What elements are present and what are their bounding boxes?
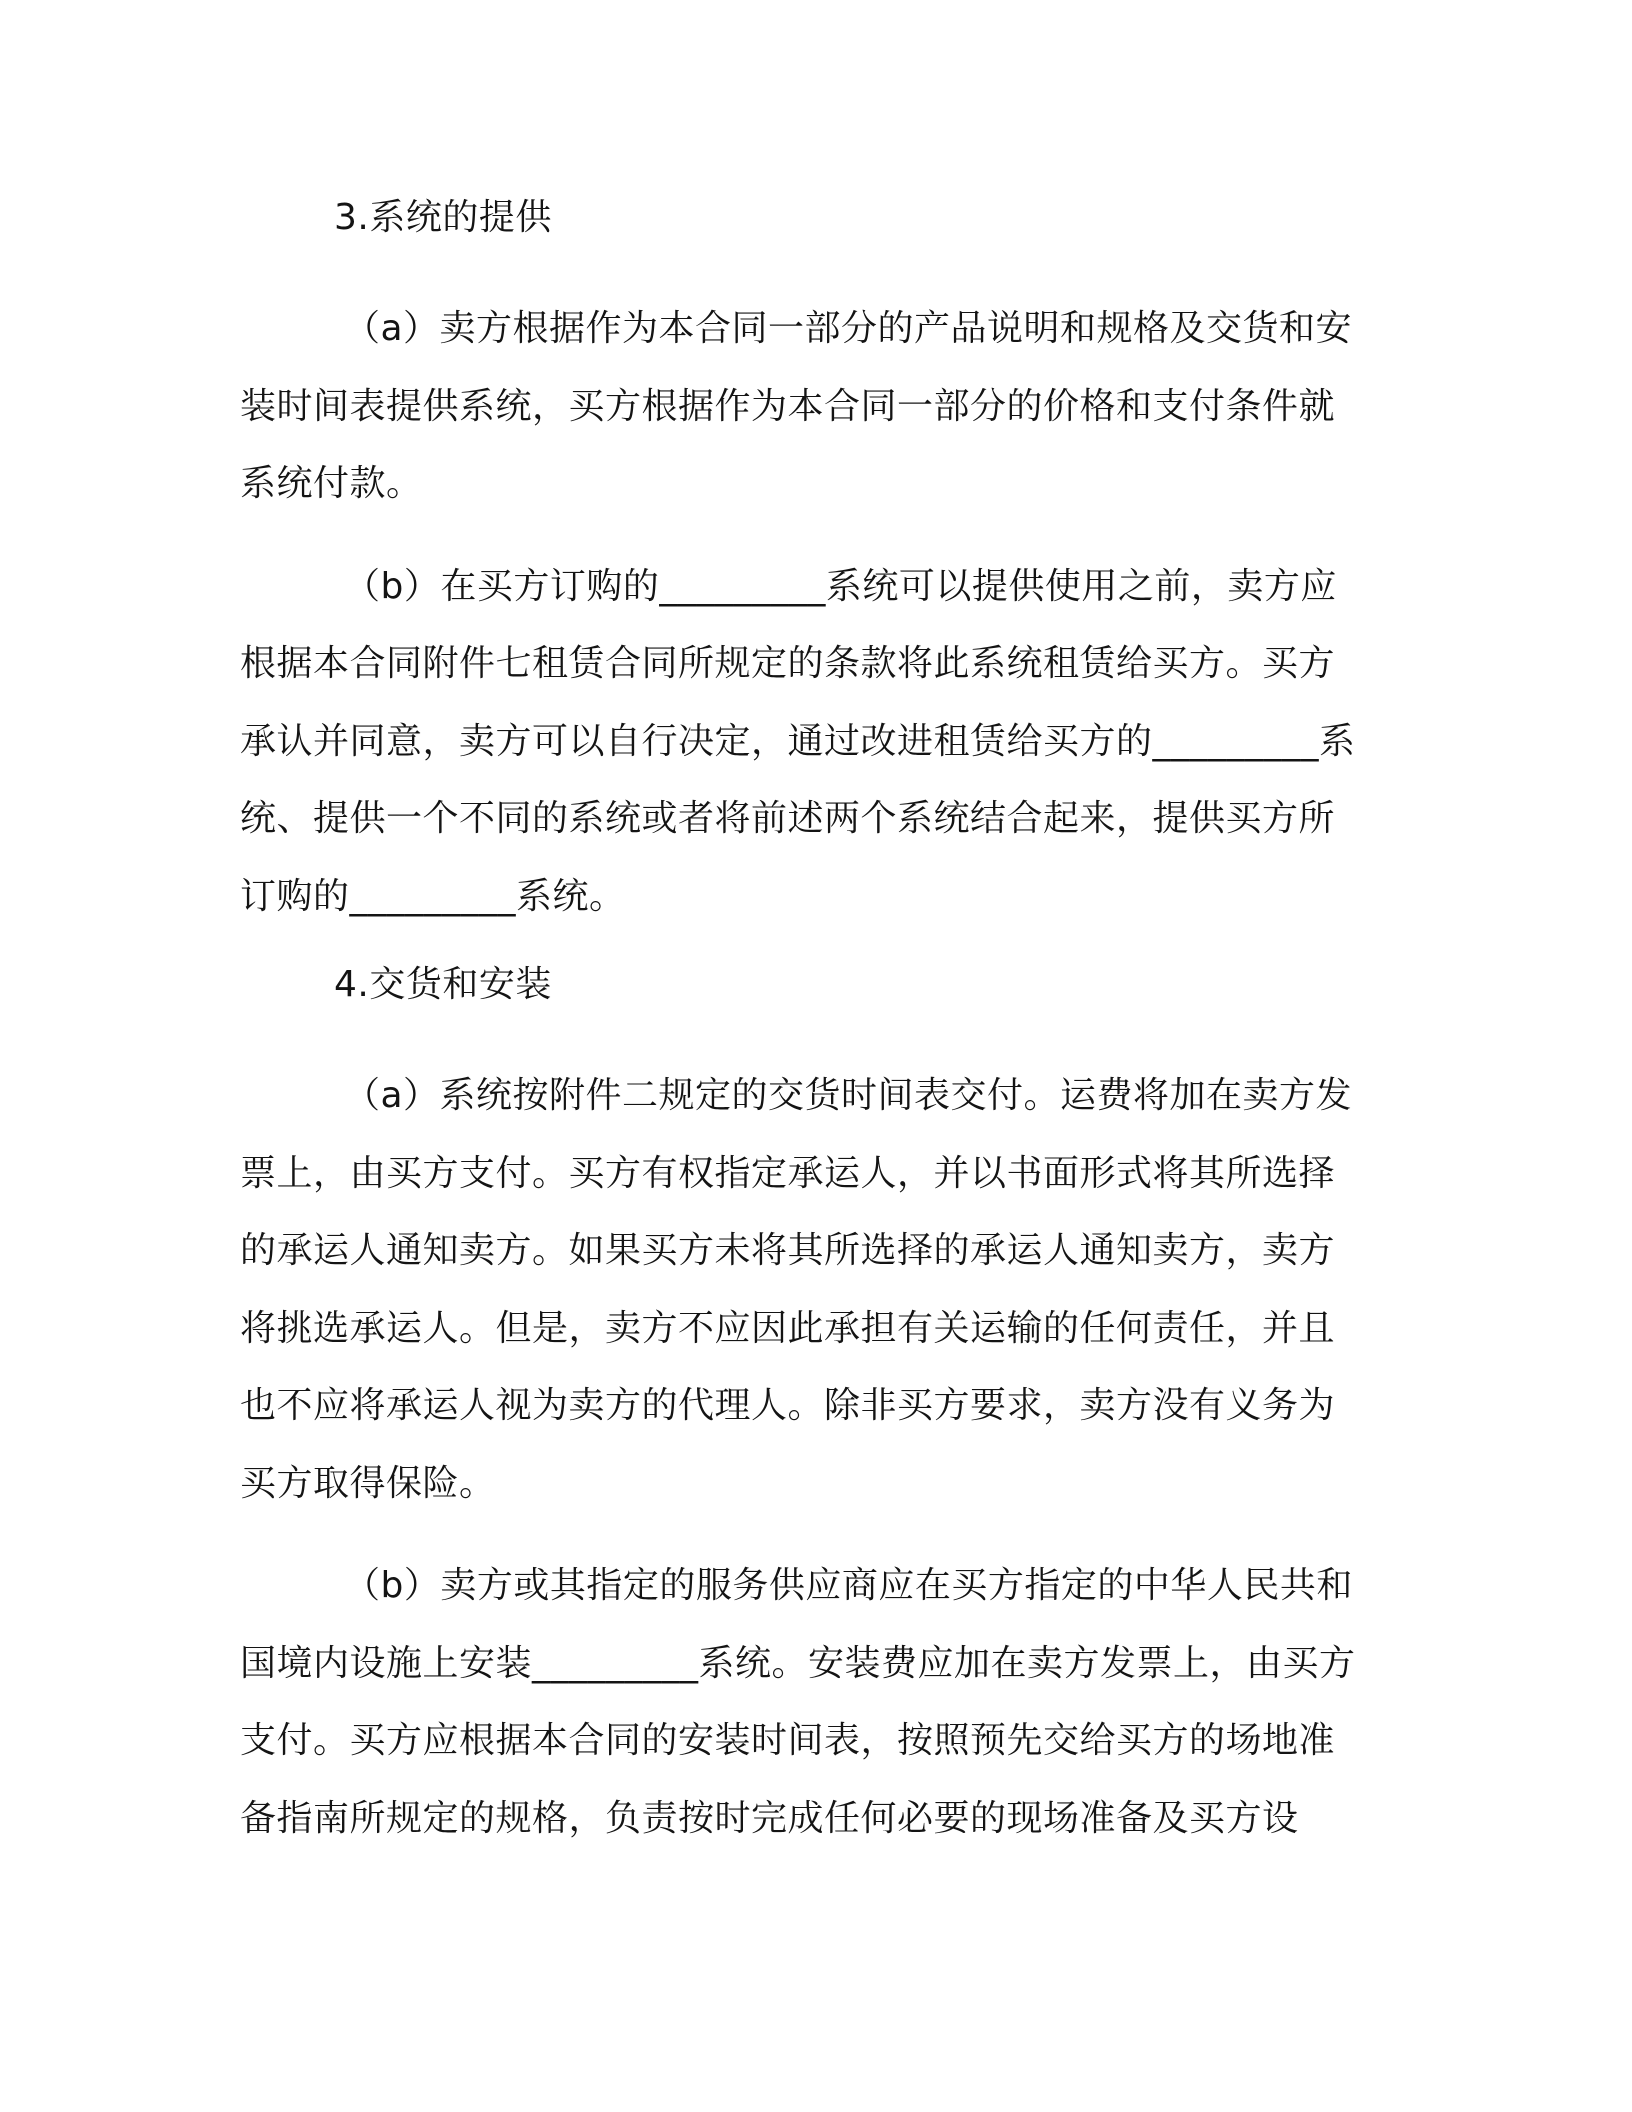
- document-body: [240, 190, 1360, 1857]
- section-3-paragraph-a: （a）卖方根据作为本合同一部分的产品说明和规格及交货和安装时间表提供系统，买方根据作为本合同一部分的价格和支付条件就系统付款。: [240, 308, 1353, 504]
- section-4-heading: 4.交货和安装: [334, 964, 552, 1005]
- section-3-heading: 3.系统的提供: [334, 197, 552, 238]
- section-3-paragraph-b: （b）在买方订购的_________系统可以提供使用之前，卖方应根据本合同附件七租赁合同所规定的条款将此系统租赁给买方。买方承认并同意，卖方可以自行决定，通过改进租赁给买方的_________系统、提供一个不同的系统或者将前述两个系统结合起来，提供买方所订购的_________系统。: [240, 565, 1356, 917]
- section-4-paragraph-a: （a）系统按附件二规定的交货时间表交付。运费将加在卖方发票上，由买方支付。买方有权指定承运人，并以书面形式将其所选择的承运人通知卖方。如果买方未将其所选择的承运人通知卖方，卖方将挑选承运人。但是，卖方不应因此承担有关运输的任何责任，并且也不应将承运人视为卖方的代理人。除非买方要求，卖方没有义务为买方取得保险。: [240, 1075, 1353, 1504]
- section-4-paragraph-b: （b）卖方或其指定的服务供应商应在买方指定的中华人民共和国境内设施上安装_________系统。安装费应加在卖方发票上，由买方支付。买方应根据本合同的安装时间表，按照预先交给买方的场地准备指南所规定的规格，负责按时完成任何必要的现场准备及买方设: [240, 1565, 1356, 1839]
